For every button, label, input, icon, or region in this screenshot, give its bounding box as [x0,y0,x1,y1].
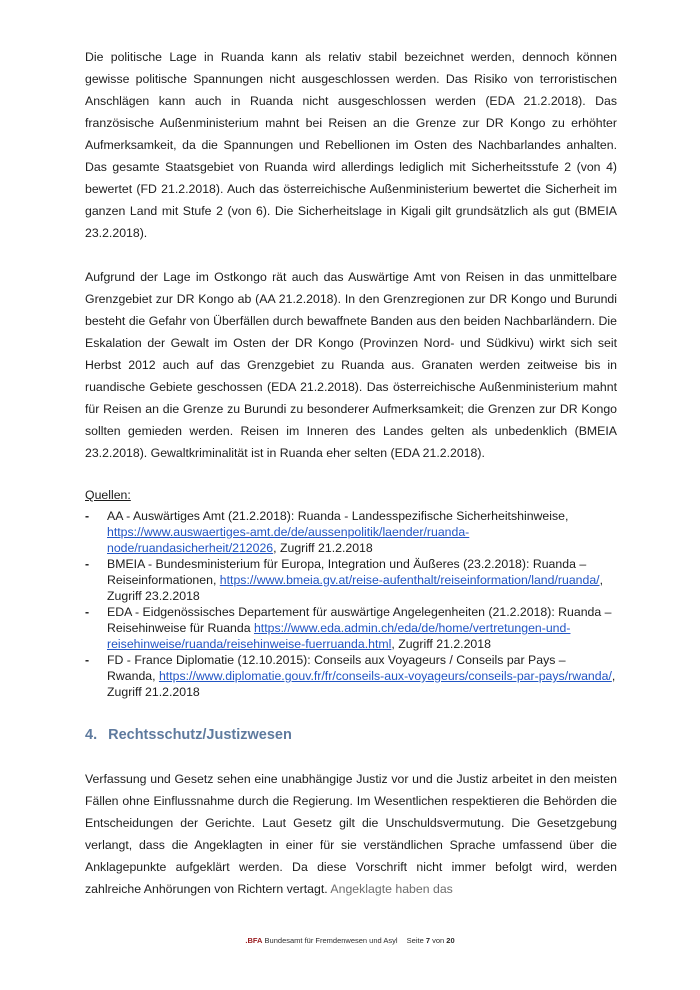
paragraph-justice-tail: Angeklagte haben das [330,882,453,896]
source-item [85,604,617,652]
section-heading-rechtsschutz [85,726,617,744]
source-text: EDA - Eidgenössisches Departement für auswärtige Angelegenheiten (21.2.2018): Ruanda – Reisehinweise für Ruanda [107,605,612,635]
paragraph-justice-main: Verfassung und Gesetz sehen eine unabhängige Justiz vor und die Justiz arbeitet in den meisten Fällen ohne Einflussnahme durch die Regierung. Im Wesentlichen respektieren die Behörden die Entscheidungen der Gerichte. Laut Gesetz gilt die Unschuldsvermutung. Die Gesetzgebung verlangt, dass die Angeklagten in einer für sie verständlichen Sprache umfassend über die Anklagepunkte aufgeklärt werden. Da diese Vorschrift nicht immer befolgt wird, werden zahlreiche Anhörungen von Richtern vertagt. [85,772,617,896]
list-bullet: - [85,509,90,523]
sources-heading: Quellen: [85,488,131,502]
source-text: , Zugriff 21.2.2018 [273,541,373,555]
source-text: FD - France Diplomatie (12.10.2015): Conseils aux Voyageurs / Conseils par Pays – Rwanda, [107,653,566,683]
source-link[interactable]: https://www.auswaertiges-amt.de/de/aussenpolitik/laender/ruanda-node/ruandasicherheit/212026 [107,525,470,555]
source-link[interactable]: https://www.eda.admin.ch/eda/de/home/vertretungen-und-reisehinweise/ruanda/reisehinweise-fuerruanda.html [107,621,571,651]
page-footer [0,936,700,946]
list-bullet: - [85,557,90,571]
footer-page-label: Seite [406,936,424,945]
footer-page-total: 20 [446,936,455,945]
footer-page-current: 7 [425,936,431,945]
source-text: BMEIA - Bundesministerium für Europa, Integration und Äußeres (23.2.2018): Ruanda – Reiseinformationen, [107,557,587,587]
source-link[interactable]: https://www.diplomatie.gouv.fr/fr/conseils-aux-voyageurs/conseils-par-pays/rwanda/ [158,669,612,683]
list-bullet: - [85,605,90,619]
source-item [85,508,617,556]
source-text: , Zugriff 21.2.2018 [391,637,491,651]
source-item [85,556,617,604]
source-text: AA - Auswärtiges Amt (21.2.2018): Ruanda - Landesspezifische Sicherheitshinweise, [107,509,569,523]
sources-list [85,508,617,700]
source-text: , Zugriff 23.2.2018 [107,573,604,603]
bfa-brand-text: .BFA [245,936,263,945]
footer-page-indicator [407,936,455,945]
source-item [85,652,617,700]
section-title: Rechtsschutz/Justizwesen [108,727,292,743]
sources-section [85,486,617,700]
list-bullet: - [85,653,90,667]
paragraph-justice [85,768,617,900]
footer-of-label: von [432,936,445,945]
paragraph-political-situation: Die politische Lage in Ruanda kann als relativ stabil bezeichnet werden, dennoch können gewisse politische Spannungen nicht ausgeschlossen werden. Das Risiko von terroristischen Anschlägen kann auch in Ruanda nicht ausgeschlossen werden (EDA 21.2.2018). Das französische Außenministerium mahnt bei Reisen an die Grenze zur DR Kongo zu erhöhter Aufmerksamkeit, da die Spannungen und Rebellionen im Osten des Nachbarlandes anhalten. Das gesamte Staatsgebiet von Ruanda wird allerdings lediglich mit Sicherheitsstufe 2 (von 4) bewertet (FD 21.2.2018). Auch das österreichische Außenministerium bewertet die Sicherheit im ganzen Land mit Stufe 2 (von 6). Die Sicherheitslage in Kigali gilt grundsätzlich als gut (BMEIA 23.2.2018). [85,50,617,240]
paragraph-border-region: Aufgrund der Lage im Ostkongo rät auch das Auswärtige Amt von Reisen in das unmittelbare Grenzgebiet zur DR Kongo ab (AA 21.2.2018). In den Grenzregionen zur DR Kongo und Burundi besteht die Gefahr von Überfällen durch bewaffnete Banden aus den beiden Nachbarländern. Die Eskalation der Gewalt im Osten der DR Kongo (Provinzen Nord- und Südkivu) wirkt sich seit Herbst 2012 auch auf das Grenzgebiet zu Ruanda aus. Granaten werden zeitweise bis in ruandische Gebiete geschossen (EDA 21.2.2018). Das österreichische Außenministerium mahnt für Reisen an die Grenze zu Burundi zu besonderer Aufmerksamkeit; die Grenzen zur DR Kongo sollten gemieden werden. Reisen im Inneren des Landes gelten als unbedenklich (BMEIA 23.2.2018). Gewaltkriminalität ist in Ruanda eher selten (EDA 21.2.2018). [85,270,617,460]
source-link[interactable]: https://www.bmeia.gv.at/reise-aufenthalt/reiseinformation/land/ruanda/ [219,573,600,587]
source-text: , Zugriff 21.2.2018 [107,669,616,699]
footer-org-name: Bundesamt für Fremdenwesen und Asyl [264,936,398,945]
section-number: 4. [85,727,98,743]
